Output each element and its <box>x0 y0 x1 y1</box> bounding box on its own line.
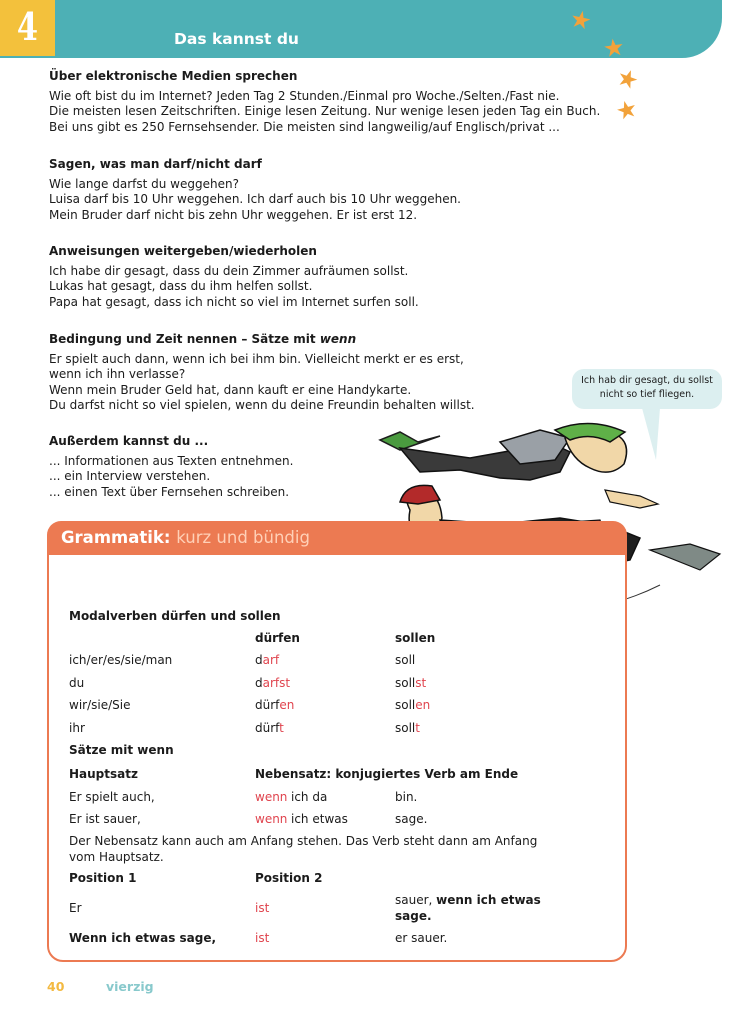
section-allowed <box>49 157 461 223</box>
text-line: Wie oft bist du im Internet? Jeden Tag 2 Stunden./Einmal pro Woche./Selten./Fast nie. <box>49 89 560 103</box>
text-line: ... ein Interview verstehen. <box>49 469 211 484</box>
position-cell: ist <box>255 901 270 915</box>
section-heading: Außerdem kannst du ... <box>49 434 209 448</box>
sollen-form: sollst <box>395 676 427 690</box>
section-instructions <box>49 244 419 310</box>
section-heading: Anweisungen weitergeben/wiederholen <box>49 244 317 258</box>
text-line: Du darfst nicht so viel spielen, wenn du deine Freundin behalten willst. <box>49 397 475 412</box>
durfen-form: dürfen <box>255 698 295 712</box>
position-cell: sauer, wenn ich etwas <box>395 893 541 907</box>
example-verb: sage. <box>395 812 428 826</box>
text-line: ... Informationen aus Texten entnehmen. <box>49 454 294 468</box>
text-line: wenn ich ihn verlasse? <box>49 367 186 382</box>
durfen-form: darfst <box>255 676 291 690</box>
star-icon: ★ <box>612 93 641 127</box>
star-icon: ★ <box>567 4 595 36</box>
text-line: Er spielt auch dann, wenn ich bei ihm bin. Vielleicht merkt er es erst, <box>49 352 464 366</box>
position-cell: sage. <box>395 909 432 923</box>
star-icon: ★ <box>612 62 643 96</box>
text-line: Lukas hat gesagt, dass du ihm helfen sollst. <box>49 279 313 294</box>
grammar-note: Der Nebensatz kann auch am Anfang stehen. Das Verb steht dann am Anfang <box>69 834 538 848</box>
position-cell: ist <box>255 931 270 945</box>
text-line: Luisa darf bis 10 Uhr weggehen. Ich darf auch bis 10 Uhr weggehen. <box>49 192 461 207</box>
text-line: Wie lange darfst du weggehen? <box>49 177 239 191</box>
example-main: Er spielt auch, <box>69 790 155 804</box>
example-main: Er ist sauer, <box>69 812 141 826</box>
hauptsatz-label: Hauptsatz <box>69 767 138 781</box>
position-cell: er sauer. <box>395 931 448 945</box>
example-mid: ich da <box>291 790 328 804</box>
page-number: 40 <box>47 979 65 994</box>
section-also <box>49 434 293 500</box>
speech-bubble <box>572 369 722 409</box>
star-icon: ★ <box>601 32 627 64</box>
section-media <box>49 69 600 135</box>
grammar-note: vom Hauptsatz. <box>69 850 164 864</box>
position-2-label: Position 2 <box>255 871 323 885</box>
example-verb: bin. <box>395 790 418 804</box>
wenn-heading: Sätze mit wenn <box>69 743 174 757</box>
position-cell: Wenn ich etwas sage, <box>69 931 217 945</box>
chapter-number: 4 <box>16 4 39 49</box>
text-line: Mein Bruder darf nicht bis zehn Uhr weggehen. Er ist erst 12. <box>49 207 418 222</box>
text-line: Ich habe dir gesagt, dass du dein Zimmer aufräumen sollst. <box>49 264 409 278</box>
text-line: Wenn mein Bruder Geld hat, dann kauft er eine Handykarte. <box>49 382 412 397</box>
pronoun-cell: wir/sie/Sie <box>69 698 131 712</box>
text-line: Die meisten lesen Zeitschriften. Einige lesen Zeitung. Nur wenige lesen jeden Tag ein Buch. <box>49 104 601 119</box>
modal-heading: Modalverben dürfen und sollen <box>69 609 281 623</box>
sollen-form: sollt <box>395 721 420 735</box>
col-header-sollen: sollen <box>395 631 436 645</box>
section-heading: Bedingung und Zeit nennen – Sätze mit wenn <box>49 332 357 346</box>
example-mid: ich etwas <box>291 812 348 826</box>
section-heading: Über elektronische Medien sprechen <box>49 69 298 83</box>
grammar-title: Grammatik: kurz und bündig <box>61 528 310 547</box>
sollen-form: soll <box>395 653 416 667</box>
section-heading: Sagen, was man darf/nicht darf <box>49 157 262 171</box>
example-wenn: wenn <box>255 812 288 826</box>
nebensatz-label: Nebensatz: konjugiertes Verb am Ende <box>255 767 519 781</box>
speech-line: Ich hab dir gesagt, du sollst <box>581 375 713 386</box>
col-header-durfen: dürfen <box>255 631 300 645</box>
example-wenn: wenn <box>255 790 288 804</box>
text-line: Bei uns gibt es 250 Fernsehsender. Die meisten sind langweilig/auf Englisch/privat ... <box>49 119 560 134</box>
pronoun-cell: du <box>69 676 85 690</box>
durfen-form: darf <box>255 653 280 667</box>
page-title: Das kannst du <box>174 30 299 48</box>
text-line: ... einen Text über Fernsehen schreiben. <box>49 484 290 499</box>
position-cell: Er <box>69 901 82 915</box>
section-conditions <box>49 332 475 413</box>
durfen-form: dürft <box>255 721 284 735</box>
pronoun-cell: ihr <box>69 721 85 735</box>
page-number-word: vierzig <box>106 979 154 994</box>
position-1-label: Position 1 <box>69 871 137 885</box>
pronoun-cell: ich/er/es/sie/man <box>69 653 173 667</box>
text-line: Papa hat gesagt, dass ich nicht so viel im Internet surfen soll. <box>49 294 419 309</box>
sollen-form: sollen <box>395 698 431 712</box>
speech-line: nicht so tief fliegen. <box>599 389 695 400</box>
